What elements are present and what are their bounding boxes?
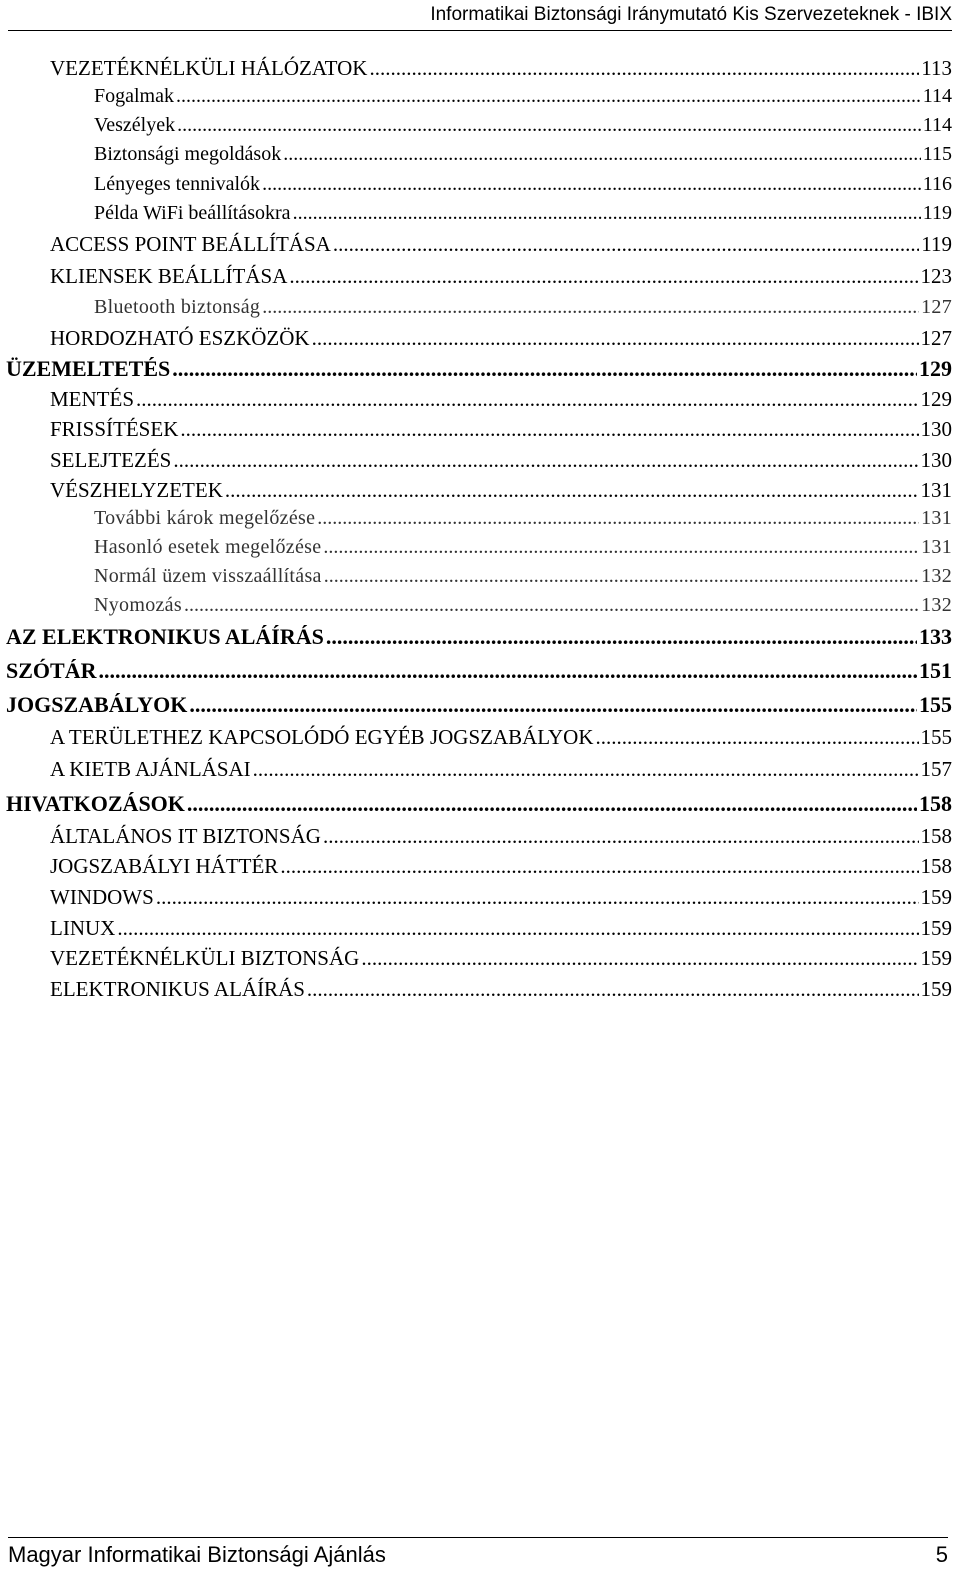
toc-entry-page: 123 (920, 264, 952, 288)
toc-dot-leader (225, 478, 919, 503)
toc-entry[interactable] (50, 854, 952, 879)
toc-entry-page: 159 (920, 885, 952, 909)
toc-entry[interactable] (50, 824, 952, 849)
toc-entry-title: A KIETB AJÁNLÁSAI (50, 757, 251, 781)
toc-entry[interactable] (50, 264, 952, 289)
toc-entry-title: ÁLTALÁNOS IT BIZTONSÁG (50, 824, 321, 848)
toc-entry[interactable] (50, 478, 952, 503)
toc-entry[interactable] (50, 885, 952, 910)
toc-entry-title: AZ ELEKTRONIKUS ALÁÍRÁS (6, 624, 324, 649)
toc-entry-page: 115 (922, 143, 952, 165)
toc-entry-page: 151 (919, 658, 952, 683)
toc-dot-leader (323, 824, 919, 849)
toc-entry[interactable] (94, 173, 952, 196)
toc-dot-leader (293, 202, 921, 225)
toc-entry-page: 127 (921, 296, 952, 318)
footer-text: Magyar Informatikai Biztonsági Ajánlás (8, 1542, 386, 1567)
toc-entry-title: SZÓTÁR (6, 658, 97, 683)
toc-entry-page: 130 (920, 417, 952, 441)
toc-entry[interactable] (94, 202, 952, 225)
toc-entry-page: 159 (920, 977, 952, 1001)
toc-entry-page: 127 (920, 326, 952, 350)
toc-entry-title: Bluetooth biztonság (94, 296, 261, 318)
toc-dot-leader (326, 624, 917, 650)
toc-dot-leader (98, 658, 917, 684)
toc-entry-title: Nyomozás (94, 594, 182, 616)
toc-entry-page: 155 (919, 692, 952, 717)
toc-entry[interactable] (94, 536, 952, 559)
toc-entry-title: FRISSÍTÉSEK (50, 417, 179, 441)
toc-entry-page: 132 (921, 594, 952, 616)
toc-entry-title: VÉSZHELYZETEK (50, 478, 223, 502)
toc-entry-title: SELEJTEZÉS (50, 448, 172, 472)
toc-dot-leader (596, 725, 919, 750)
toc-entry[interactable] (50, 977, 952, 1002)
toc-entry[interactable] (94, 85, 952, 108)
toc-dot-leader (172, 356, 917, 382)
toc-entry[interactable] (50, 326, 952, 351)
toc-entry[interactable] (6, 791, 952, 817)
toc-dot-leader (180, 417, 918, 442)
toc-entry-page: 130 (920, 448, 952, 472)
toc-dot-leader (289, 264, 918, 289)
toc-entry[interactable] (50, 916, 952, 941)
toc-entry[interactable] (6, 658, 952, 684)
toc-dot-leader (176, 85, 921, 108)
toc-entry-title: ELEKTRONIKUS ALÁÍRÁS (50, 977, 305, 1001)
toc-entry[interactable] (94, 565, 952, 588)
toc-entry-title: Példa WiFi beállításokra (94, 202, 291, 224)
toc-entry-title: ÜZEMELTETÉS (6, 356, 171, 381)
toc-entry-title: Biztonsági megoldások (94, 143, 282, 165)
toc-entry-title: MENTÉS (50, 387, 134, 411)
toc-entry[interactable] (50, 946, 952, 971)
toc-entry-page: 114 (922, 85, 952, 107)
toc-dot-leader (262, 296, 919, 319)
toc-entry-page: 129 (919, 356, 952, 381)
toc-entry[interactable] (94, 594, 952, 617)
toc-entry-page: 119 (921, 232, 952, 256)
toc-entry[interactable] (94, 296, 952, 319)
header-text: Informatikai Biztonsági Iránymutató Kis Szervezeteknek - IBIX (430, 4, 952, 25)
toc-entry-page: 114 (922, 114, 952, 136)
toc-entry-page: 159 (920, 916, 952, 940)
toc-entry-page: 155 (920, 725, 952, 749)
toc-entry-title: Veszélyek (94, 114, 176, 136)
toc-entry-page: 158 (920, 824, 952, 848)
toc-entry-page: 131 (920, 478, 952, 502)
toc-entry-title: HORDOZHATÓ ESZKÖZÖK (50, 326, 310, 350)
toc-entry-title: KLIENSEK BEÁLLÍTÁSA (50, 264, 288, 288)
toc-dot-leader (307, 977, 919, 1002)
page-header (8, 2, 952, 31)
toc-dot-leader (117, 916, 918, 941)
toc-dot-leader (312, 326, 919, 351)
toc-entry-title: JOGSZABÁLYI HÁTTÉR (50, 854, 279, 878)
toc-entry[interactable] (94, 114, 952, 137)
toc-dot-leader (369, 56, 919, 81)
toc-entry[interactable] (50, 417, 952, 442)
toc-entry[interactable] (50, 725, 952, 750)
toc-entry[interactable] (50, 757, 952, 782)
toc-entry[interactable] (6, 356, 952, 382)
toc-entry-page: 159 (920, 946, 952, 970)
toc-dot-leader (262, 173, 921, 196)
toc-entry-title: További károk megelőzése (94, 507, 316, 529)
toc-entry-page: 131 (921, 507, 952, 529)
toc-entry-page: 158 (919, 791, 952, 816)
toc-entry-title: LINUX (50, 916, 116, 940)
toc-dot-leader (361, 946, 918, 971)
toc-dot-leader (173, 448, 918, 473)
toc-entry[interactable] (94, 143, 952, 166)
toc-entry-title: VEZETÉKNÉLKÜLI HÁLÓZATOK (50, 56, 368, 80)
toc-entry-page: 129 (920, 387, 952, 411)
toc-dot-leader (324, 565, 919, 588)
toc-dot-leader (253, 757, 919, 782)
toc-entry-page: 157 (920, 757, 952, 781)
toc-dot-leader (189, 692, 917, 718)
toc-entry-page: 113 (921, 56, 952, 80)
toc-entry-page: 116 (922, 173, 952, 195)
toc-entry-title: Hasonló esetek megelőzése (94, 536, 322, 558)
toc-dot-leader (333, 232, 919, 257)
toc-entry-page: 132 (921, 565, 952, 587)
toc-entry-page: 119 (922, 202, 952, 224)
toc-dot-leader (283, 143, 921, 166)
toc-dot-leader (136, 387, 919, 412)
toc-dot-leader (317, 507, 919, 530)
toc-entry-title: VEZETÉKNÉLKÜLI BIZTONSÁG (50, 946, 360, 970)
toc-entry-page: 158 (920, 854, 952, 878)
toc-dot-leader (280, 854, 918, 879)
toc-entry[interactable] (6, 624, 952, 650)
toc-entry-title: A TERÜLETHEZ KAPCSOLÓDÓ EGYÉB JOGSZABÁLYOK (50, 725, 594, 749)
footer-page-number: 5 (935, 1542, 948, 1567)
toc-dot-leader (184, 594, 919, 617)
toc-entry-title: Lényeges tennivalók (94, 173, 261, 195)
toc-entry-title: WINDOWS (50, 885, 154, 909)
toc-entry-title: Fogalmak (94, 85, 174, 107)
toc-entry[interactable] (50, 448, 952, 473)
toc-entry-title: HIVATKOZÁSOK (6, 791, 185, 816)
toc-dot-leader (323, 536, 919, 559)
toc-dot-leader (156, 885, 919, 910)
toc-entry-title: JOGSZABÁLYOK (6, 692, 188, 717)
toc-dot-leader (177, 114, 921, 137)
toc-entry-page: 131 (921, 536, 952, 558)
page-footer (8, 1537, 948, 1572)
toc-entry[interactable] (50, 56, 952, 81)
toc-entry[interactable] (94, 507, 952, 530)
toc-entry[interactable] (50, 387, 952, 412)
toc-dot-leader (187, 791, 917, 817)
toc-entry-title: ACCESS POINT BEÁLLÍTÁSA (50, 232, 331, 256)
toc-entry[interactable] (50, 232, 952, 257)
toc-entry[interactable] (6, 692, 952, 718)
toc-entry-page: 133 (919, 624, 952, 649)
toc-entry-title: Normál üzem visszaállítása (94, 565, 322, 587)
